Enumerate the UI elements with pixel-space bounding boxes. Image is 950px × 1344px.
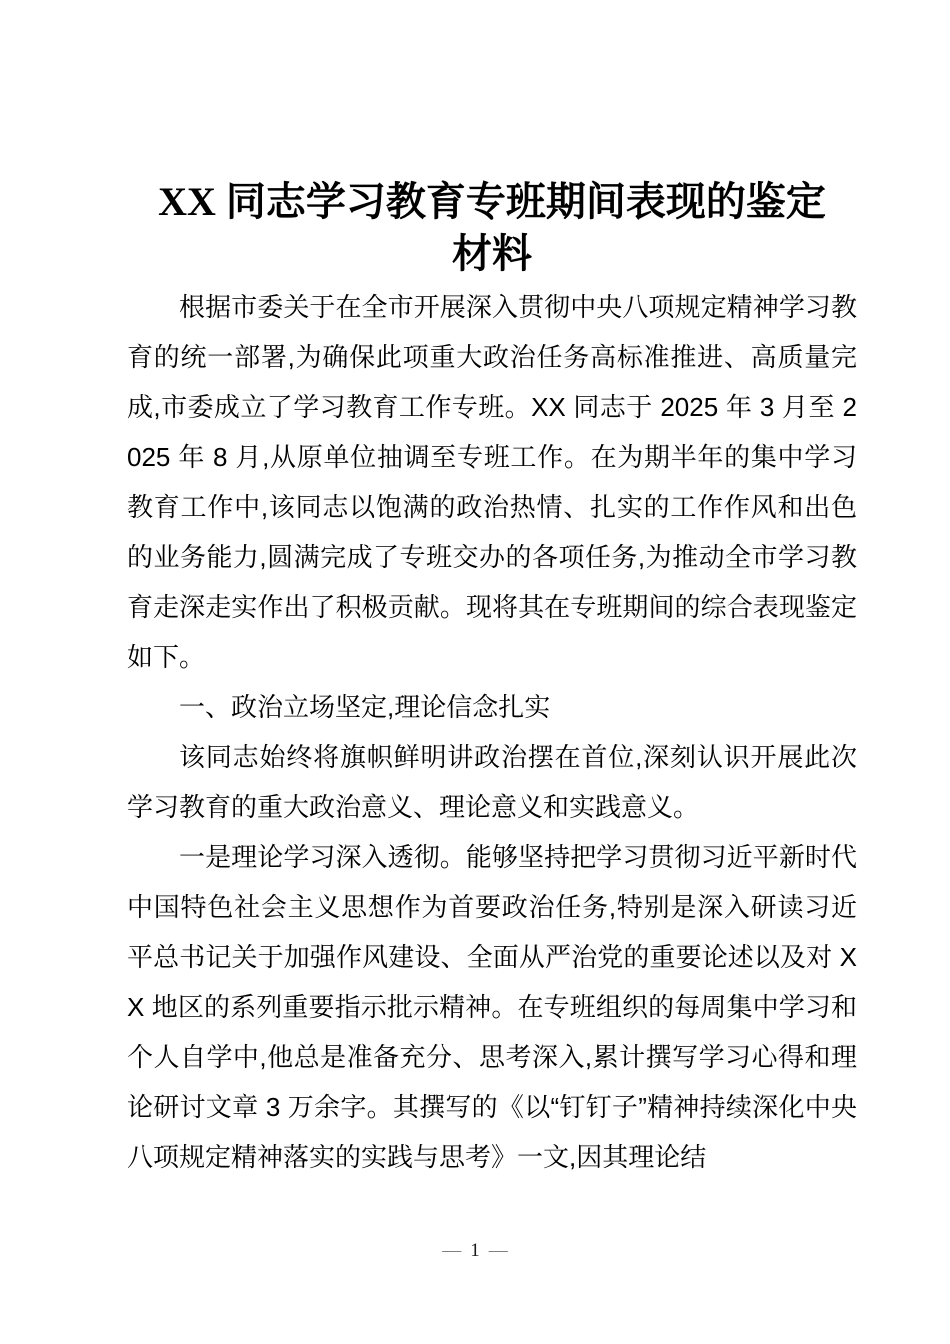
section-heading-1: 一、政治立场坚定,理论信念扎实 — [179, 692, 551, 722]
footer-dash-left: — — [442, 1240, 462, 1261]
page-footer — [0, 1238, 950, 1264]
paragraph-intro: 根据市委关于在全市开展深入贯彻中央八项规定精神学习教育的统一部署,为确保此项重大政治任务高标准推进、高质量完成,市委成立了学习教育工作专班。XX 同志于 2025 年 3 月至 2025 年 8 月,从原单位抽调至专班工作。在为期半年的集中学习教育工作中,该同志以饱满的政治热情、扎实的工作作风和出色的业务能力,圆满完成了专班交办的各项任务,为推动全市学习教育走深走实作出了积极贡献。现将其在专班期间的综合表现鉴定如下。 — [127, 292, 857, 672]
document-title — [127, 176, 857, 280]
title-line-1: XX 同志学习教育专班期间表现的鉴定 — [158, 179, 826, 224]
document-body — [127, 282, 857, 1182]
paragraph-political-stance: 该同志始终将旗帜鲜明讲政治摆在首位,深刻认识开展此次学习教育的重大政治意义、理论意义和实践意义。 — [127, 742, 857, 822]
page-number: 1 — [470, 1240, 480, 1261]
footer-dash-right: — — [488, 1240, 508, 1261]
document-content — [127, 176, 857, 1182]
paragraph-theory-study: 一是理论学习深入透彻。能够坚持把学习贯彻习近平新时代中国特色社会主义思想作为首要政治任务,特别是深入研读习近平总书记关于加强作风建设、全面从严治党的重要论述以及对 XX 地区的系列重要指示批示精神。在专班组织的每周集中学习和个人自学中,他总是准备充分、思考深入,累计撰写学习心得和理论研讨文章 3 万余字。其撰写的《以“钉钉子”精神持续深化中央八项规定精神落实的实践与思考》一文,因其理论结 — [127, 842, 857, 1172]
title-line-2: 材料 — [452, 231, 532, 276]
